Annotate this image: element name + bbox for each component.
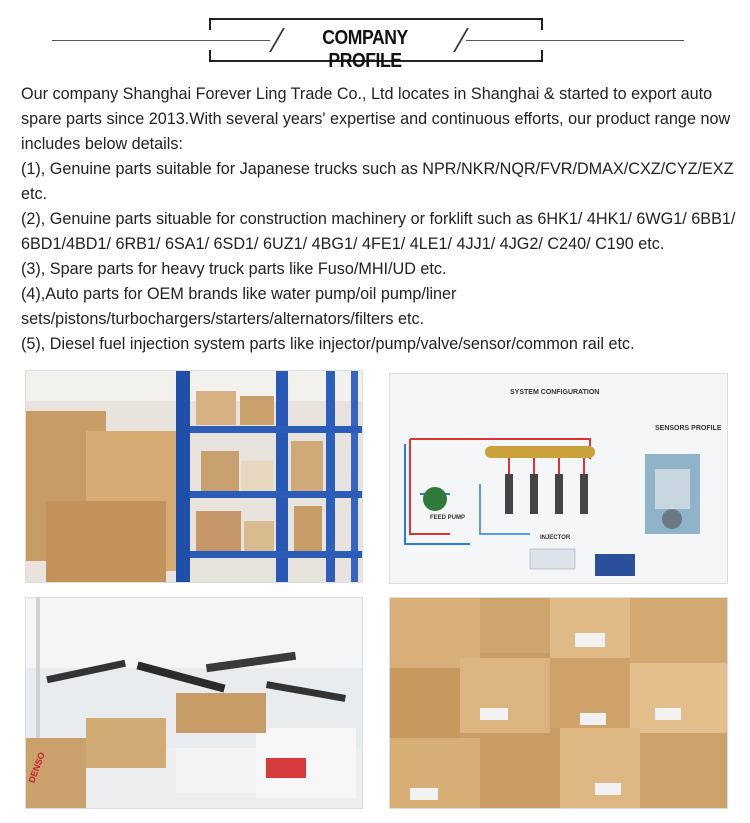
warehouse-photo bbox=[25, 370, 363, 583]
injectors-photo bbox=[25, 597, 363, 809]
product-item-1: (1), Genuine parts suitable for Japanese trucks such as NPR/NKR/NQR/FVR/DMAX/CXZ/CYZ/EXZ etc. bbox=[21, 160, 734, 203]
box-brand-label: DENSO bbox=[26, 750, 47, 785]
product-item-2: (2), Genuine parts situable for construction machinery or forklift such as 6HK1/ 4HK1/ 6WG1/ 6BB1/ 6BD1/4BD1/ 6RB1/ 6SA1/ 6SD1/ 6UZ1/ 4BG1/ 4FE1/ 4LE1/ 4JJ1/ 4JG2/ C240/ C190 etc. bbox=[21, 210, 736, 253]
section-header bbox=[0, 0, 750, 80]
header-slash-left bbox=[269, 28, 285, 52]
product-item-4: (4),Auto parts for OEM brands like water pump/oil pump/liner sets/pistons/turbochargers/starters/alternators/filters etc. bbox=[21, 285, 457, 328]
diagram-injector: INJECTOR bbox=[540, 535, 571, 541]
company-description bbox=[21, 82, 736, 357]
diagram-title: SYSTEM CONFIGURATION bbox=[510, 389, 600, 396]
header-rule-right bbox=[466, 40, 684, 41]
intro-paragraph: Our company Shanghai Forever Ling Trade Co., Ltd locates in Shanghai & started to export auto spare parts since 2013.With several years' expertise and continuous efforts, our product range now includes below details: bbox=[21, 85, 731, 153]
page-title: COMPANY PROFILE bbox=[322, 27, 408, 72]
header-rule-left bbox=[52, 40, 270, 41]
diagram-feed-pump: FEED PUMP bbox=[430, 515, 466, 521]
cartons-photo bbox=[389, 597, 728, 809]
product-item-5: (5), Diesel fuel injection system parts like injector/pump/valve/sensor/common rail etc. bbox=[21, 335, 635, 353]
diagram-sensors-title: SENSORS PROFILE bbox=[655, 425, 722, 432]
product-item-3: (3), Spare parts for heavy truck parts like Fuso/MHI/UD etc. bbox=[21, 260, 447, 278]
system-diagram-photo bbox=[389, 373, 728, 584]
